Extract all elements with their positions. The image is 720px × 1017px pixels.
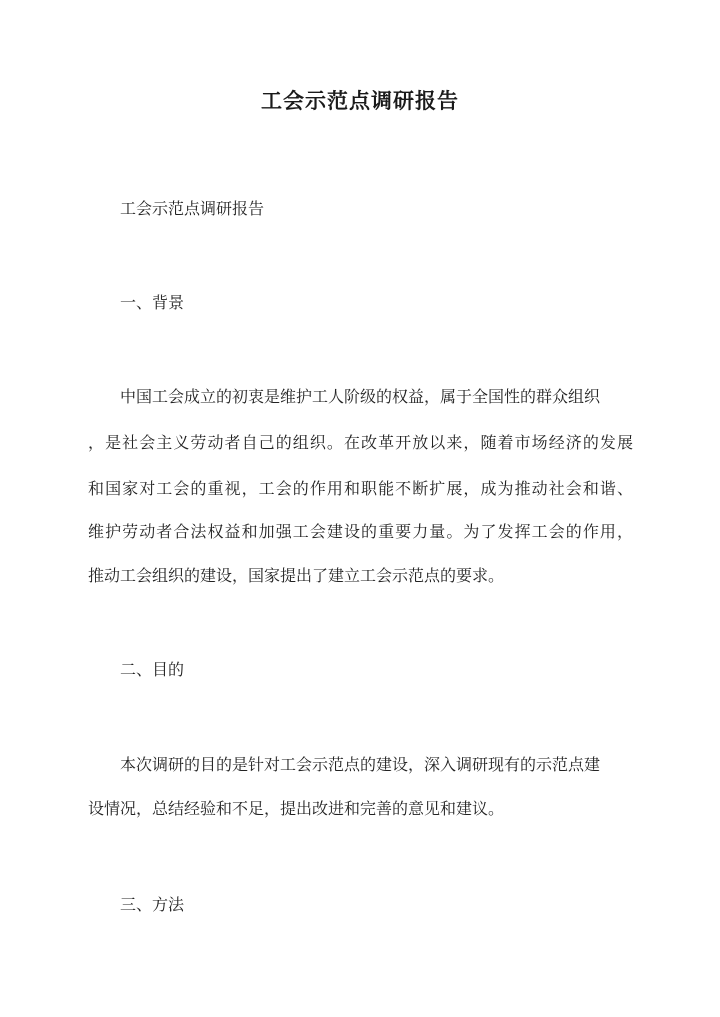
background-paragraph-line: ，是社会主义劳动者自己的组织。在改革开放以来，随着市场经济的发展 <box>88 433 633 452</box>
background-paragraph-line: 和国家对工会的重视，工会的作用和职能不断扩展，成为推动社会和谐、 <box>88 479 633 498</box>
document-subtitle: 工会示范点调研报告 <box>120 199 265 218</box>
section-heading-background: 一、背景 <box>120 293 185 312</box>
section-heading-method: 三、方法 <box>120 895 185 914</box>
background-paragraph-line: 中国工会成立的初衷是维护工人阶级的权益，属于全国性的群众组织 <box>120 387 601 406</box>
document-title: 工会示范点调研报告 <box>261 88 459 113</box>
section-heading-purpose: 二、目的 <box>120 660 185 679</box>
background-paragraph-line: 推动工会组织的建设，国家提出了建立工会示范点的要求。 <box>88 566 505 585</box>
background-paragraph-line: 维护劳动者合法权益和加强工会建设的重要力量。为了发挥工会的作用， <box>88 522 633 541</box>
purpose-paragraph-line: 设情况，总结经验和不足，提出改进和完善的意见和建议。 <box>88 799 505 818</box>
purpose-paragraph-line: 本次调研的目的是针对工会示范点的建设，深入调研现有的示范点建 <box>120 755 601 774</box>
